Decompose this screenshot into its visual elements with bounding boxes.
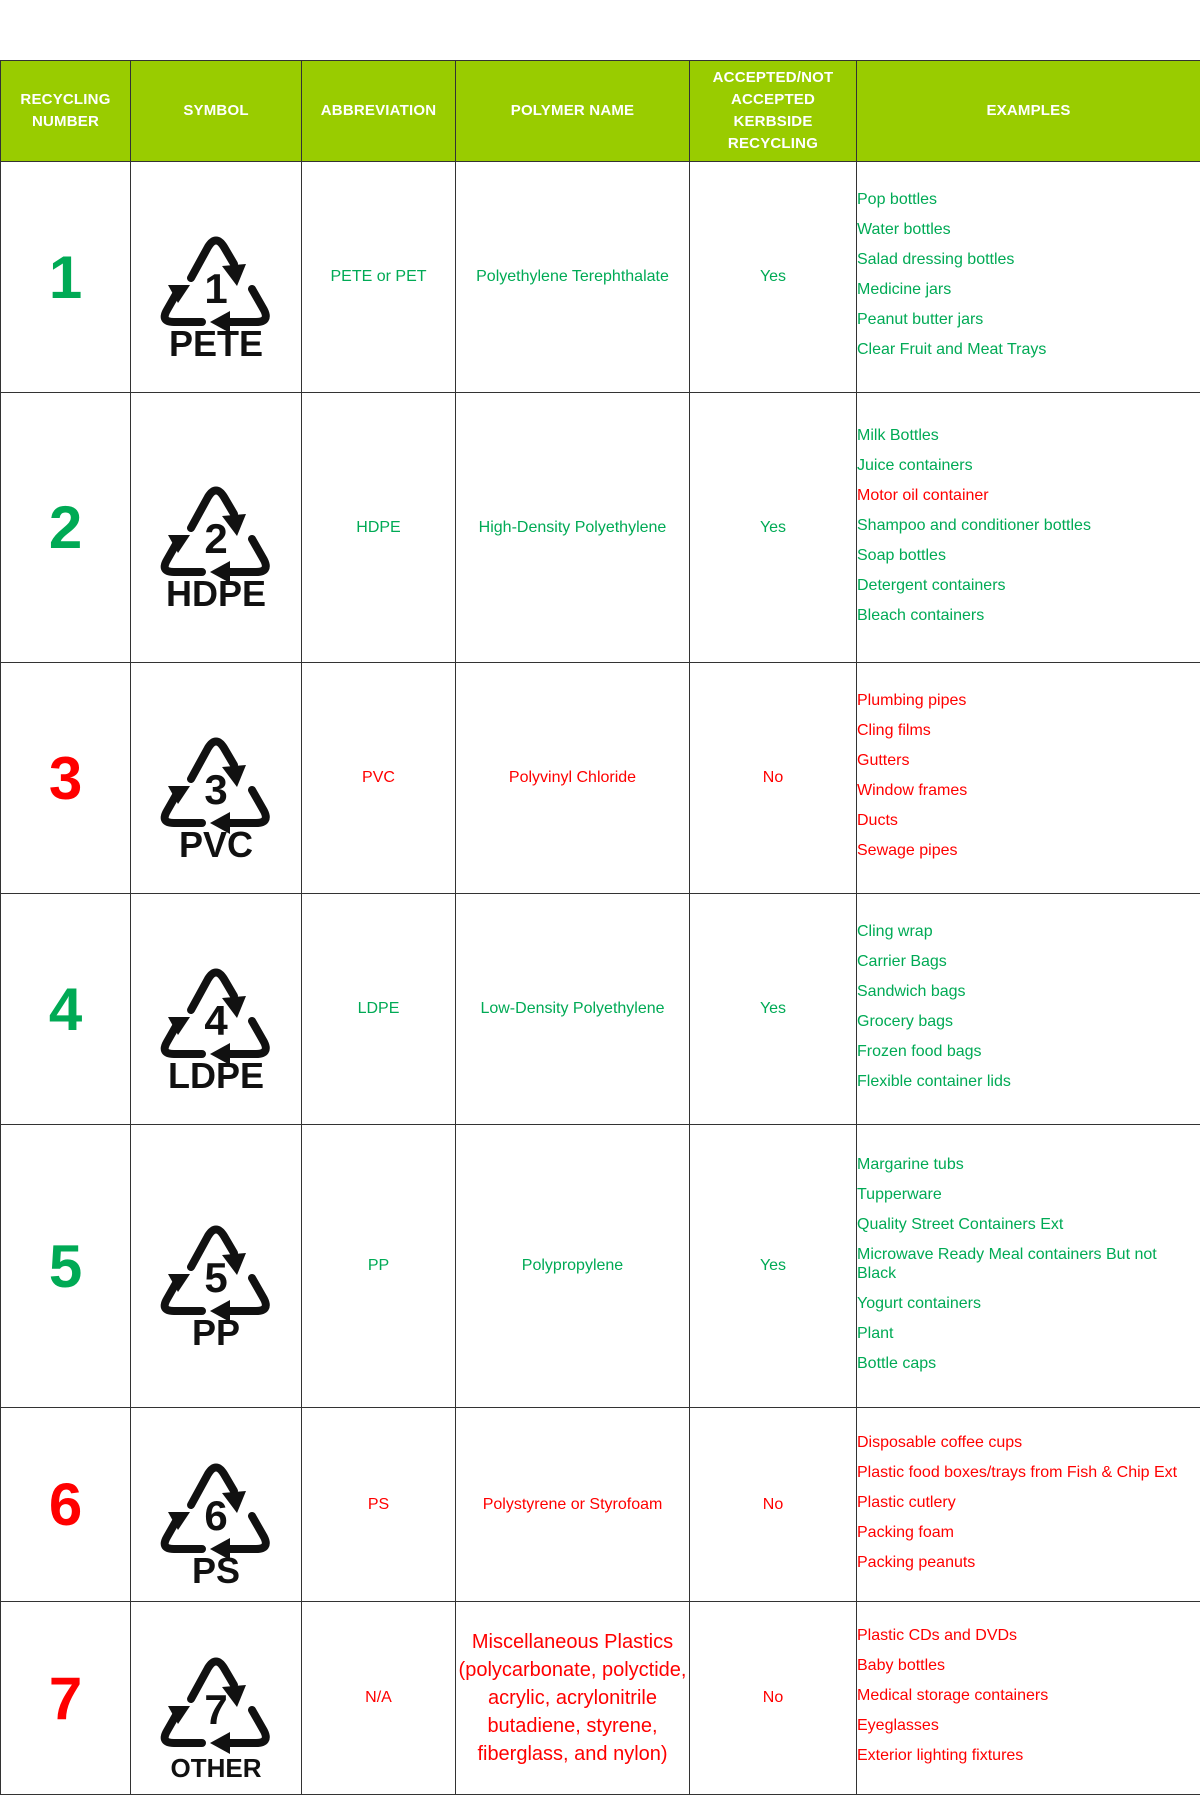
example-item: Window frames bbox=[857, 782, 968, 799]
example-item: Sewage pipes bbox=[857, 842, 958, 859]
examples-cell bbox=[857, 393, 1200, 663]
recycling-table bbox=[0, 60, 1200, 1795]
abbreviation-cell: LDPE bbox=[302, 894, 456, 1125]
example-item: Gutters bbox=[857, 752, 910, 769]
symbol-label: OTHER bbox=[170, 1752, 262, 1783]
example-item: Plumbing pipes bbox=[857, 692, 967, 709]
header-examples: EXAMPLES bbox=[857, 61, 1200, 162]
example-item: Soap bottles bbox=[857, 546, 946, 564]
symbol-label: PP bbox=[191, 1311, 241, 1353]
example-item: Bleach containers bbox=[857, 606, 985, 624]
example-item: Plastic CDs and DVDs bbox=[857, 1627, 1018, 1644]
symbol-cell bbox=[131, 393, 302, 663]
example-item: Peanut butter jars bbox=[857, 311, 984, 328]
abbreviation-cell: N/A bbox=[302, 1602, 456, 1795]
symbol-cell bbox=[131, 894, 302, 1125]
symbol-cell bbox=[131, 1602, 302, 1795]
polymer-name-cell: Polyvinyl Chloride bbox=[456, 663, 690, 894]
recycle-triangle-icon bbox=[146, 440, 286, 615]
symbol-cell bbox=[131, 1408, 302, 1602]
example-item: Salad dressing bottles bbox=[857, 251, 1015, 268]
example-item: Cling wrap bbox=[857, 923, 933, 940]
table-row bbox=[1, 1125, 1200, 1408]
example-item: Clear Fruit and Meat Trays bbox=[857, 341, 1047, 358]
symbol-digit: 6 bbox=[204, 1492, 228, 1539]
symbol-digit: 5 bbox=[204, 1253, 228, 1301]
example-item: Carrier Bags bbox=[857, 953, 947, 970]
example-item: Tupperware bbox=[857, 1185, 942, 1203]
example-item: Detergent containers bbox=[857, 576, 1006, 594]
abbreviation-cell: PETE or PET bbox=[302, 162, 456, 393]
header-recycling-number: RECYCLING NUMBER bbox=[1, 61, 131, 162]
polymer-name-cell: Miscellaneous Plastics (polycarbonate, polyctide, acrylic, acrylonitrile butadiene, styrene, fiberglass, and nylon) bbox=[456, 1602, 690, 1795]
symbol-cell bbox=[131, 162, 302, 393]
example-item: Milk Bottles bbox=[857, 426, 939, 444]
recycling-number: 4 bbox=[1, 894, 131, 1125]
examples-cell bbox=[857, 1125, 1200, 1408]
symbol-label: PVC bbox=[178, 823, 254, 865]
examples-cell bbox=[857, 894, 1200, 1125]
abbreviation-cell: PS bbox=[302, 1408, 456, 1602]
abbreviation-cell: PVC bbox=[302, 663, 456, 894]
recycling-number: 6 bbox=[1, 1408, 131, 1602]
polymer-name-cell: Polystyrene or Styrofoam bbox=[456, 1408, 690, 1602]
symbol-cell bbox=[131, 1125, 302, 1408]
recycle-triangle-icon bbox=[146, 922, 286, 1097]
accepted-cell: No bbox=[690, 663, 857, 894]
example-item: Motor oil container bbox=[857, 486, 989, 504]
table-row bbox=[1, 162, 1200, 393]
recycle-triangle-icon bbox=[146, 1179, 286, 1354]
example-item: Sandwich bags bbox=[857, 983, 966, 1000]
symbol-digit: 1 bbox=[204, 264, 228, 312]
example-item: Exterior lighting fixtures bbox=[857, 1747, 1024, 1764]
example-item: Eyeglasses bbox=[857, 1717, 939, 1734]
symbol-label: LDPE bbox=[167, 1054, 265, 1096]
symbol-label: PS bbox=[191, 1550, 241, 1591]
accepted-cell: Yes bbox=[690, 393, 857, 663]
examples-cell bbox=[857, 663, 1200, 894]
symbol-digit: 3 bbox=[204, 765, 228, 813]
example-item: Medicine jars bbox=[857, 281, 952, 298]
recycling-number: 1 bbox=[1, 162, 131, 393]
example-item: Water bottles bbox=[857, 221, 951, 238]
recycle-triangle-icon bbox=[146, 1611, 286, 1786]
accepted-cell: Yes bbox=[690, 1125, 857, 1408]
recycling-number: 3 bbox=[1, 663, 131, 894]
example-item: Shampoo and conditioner bottles bbox=[857, 516, 1091, 534]
abbreviation-cell: HDPE bbox=[302, 393, 456, 663]
example-item: Disposable coffee cups bbox=[857, 1433, 1023, 1451]
example-item: Pop bottles bbox=[857, 191, 938, 208]
header-row bbox=[1, 61, 1200, 162]
example-item: Baby bottles bbox=[857, 1657, 946, 1674]
polymer-name-cell: Low-Density Polyethylene bbox=[456, 894, 690, 1125]
example-item: Yogurt containers bbox=[857, 1294, 981, 1312]
example-item: Plastic cutlery bbox=[857, 1493, 956, 1511]
recycling-number: 7 bbox=[1, 1602, 131, 1795]
example-item: Bottle caps bbox=[857, 1354, 937, 1372]
accepted-cell: No bbox=[690, 1602, 857, 1795]
symbol-label: HDPE bbox=[165, 573, 267, 614]
table-row bbox=[1, 1408, 1200, 1602]
accepted-cell: Yes bbox=[690, 894, 857, 1125]
example-item: Medical storage containers bbox=[857, 1687, 1049, 1704]
symbol-label: PETE bbox=[168, 322, 264, 364]
abbreviation-cell: PP bbox=[302, 1125, 456, 1408]
header-abbreviation: ABBREVIATION bbox=[302, 61, 456, 162]
example-item: Packing foam bbox=[857, 1523, 954, 1541]
example-item: Margarine tubs bbox=[857, 1155, 964, 1173]
example-item: Microwave Ready Meal containers But not Black bbox=[857, 1245, 1157, 1282]
recycle-triangle-icon bbox=[146, 691, 286, 866]
symbol-cell bbox=[131, 663, 302, 894]
example-item: Cling films bbox=[857, 722, 931, 739]
symbol-digit: 4 bbox=[204, 996, 228, 1044]
table-body bbox=[1, 162, 1200, 1795]
polymer-name-cell: Polypropylene bbox=[456, 1125, 690, 1408]
recycling-number: 2 bbox=[1, 393, 131, 663]
recycle-triangle-icon bbox=[146, 190, 286, 365]
recycle-triangle-icon bbox=[146, 1417, 286, 1592]
accepted-cell: No bbox=[690, 1408, 857, 1602]
example-item: Plant bbox=[857, 1324, 894, 1342]
table-row bbox=[1, 663, 1200, 894]
table-row bbox=[1, 894, 1200, 1125]
example-item: Ducts bbox=[857, 812, 898, 829]
table-row bbox=[1, 393, 1200, 663]
header-polymer-name: POLYMER NAME bbox=[456, 61, 690, 162]
examples-cell bbox=[857, 1408, 1200, 1602]
example-item: Flexible container lids bbox=[857, 1073, 1011, 1090]
example-item: Frozen food bags bbox=[857, 1043, 982, 1060]
recycling-number: 5 bbox=[1, 1125, 131, 1408]
example-item: Packing peanuts bbox=[857, 1553, 976, 1571]
example-item: Grocery bags bbox=[857, 1013, 954, 1030]
example-item: Juice containers bbox=[857, 456, 973, 474]
examples-cell bbox=[857, 162, 1200, 393]
symbol-digit: 7 bbox=[204, 1685, 228, 1733]
example-item: Quality Street Containers Ext bbox=[857, 1215, 1064, 1233]
symbol-digit: 2 bbox=[204, 515, 228, 562]
polymer-name-cell: Polyethylene Terephthalate bbox=[456, 162, 690, 393]
table-row bbox=[1, 1602, 1200, 1795]
examples-cell bbox=[857, 1602, 1200, 1795]
header-accepted: ACCEPTED/NOT ACCEPTED KERBSIDE RECYCLING bbox=[690, 61, 857, 162]
header-symbol: SYMBOL bbox=[131, 61, 302, 162]
polymer-name-cell: High-Density Polyethylene bbox=[456, 393, 690, 663]
accepted-cell: Yes bbox=[690, 162, 857, 393]
example-item: Plastic food boxes/trays from Fish & Chip Ext bbox=[857, 1463, 1178, 1481]
